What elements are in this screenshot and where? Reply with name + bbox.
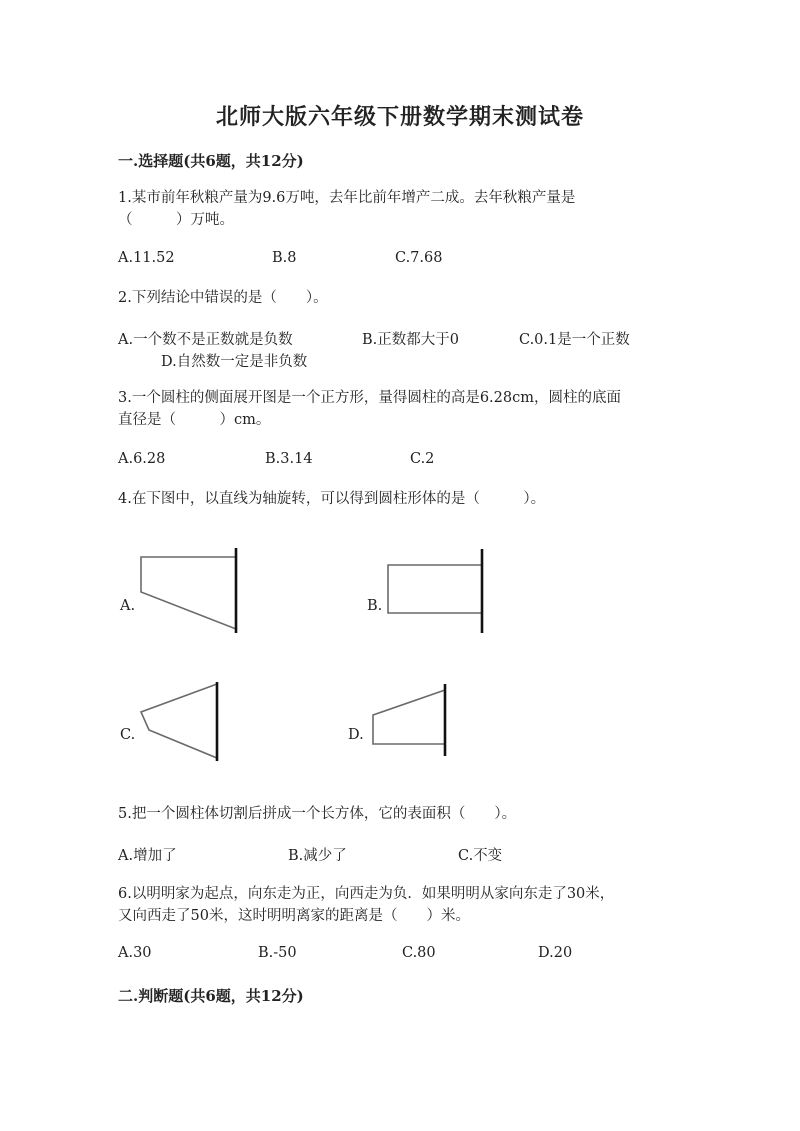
q2-option-a: A.一个数不是正数就是负数 (118, 332, 293, 348)
page-title: 北师大版六年级下册数学期末测试卷 (215, 104, 584, 130)
q4-figure-d (365, 680, 455, 760)
q2-option-c: C.0.1是一个正数 (519, 332, 630, 348)
q3-option-b: B.3.14 (265, 451, 313, 467)
question-6-line-1: 6.以明明家为起点，向东走为正，向西走为负．如果明明从家向东走了30米， (118, 886, 615, 902)
section-heading-choice: 一.选择题(共6题，共12分) (118, 152, 304, 170)
q2-option-b: B.正数都大于0 (362, 332, 459, 348)
q6-option-c: C.80 (402, 945, 436, 961)
q6-option-b: B.-50 (258, 945, 297, 961)
q1-option-b: B.8 (272, 250, 297, 266)
question-3-line-1: 3.一个圆柱的侧面展开图是一个正方形，量得圆柱的高是6.28cm，圆柱的底面 (118, 390, 621, 406)
q2-option-d: D.自然数一定是非负数 (161, 354, 308, 370)
q4-option-a-label: A. (120, 598, 136, 614)
question-6-line-2: 又向西走了50米，这时明明离家的距离是（ ）米。 (118, 908, 470, 924)
q4-option-b-label: B. (367, 598, 383, 614)
q5-option-a: A.增加了 (118, 848, 177, 864)
q4-option-d-label: D. (348, 727, 364, 743)
q6-option-d: D.20 (538, 945, 573, 961)
q4-figure-c (135, 680, 225, 765)
q4-option-c-label: C. (120, 727, 136, 743)
q5-option-c: C.不变 (458, 848, 503, 864)
question-2-line-1: 2.下列结论中错误的是（ ）。 (118, 290, 328, 306)
question-4-line-1: 4.在下图中，以直线为轴旋转，可以得到圆柱形体的是（ ）。 (118, 491, 546, 507)
question-3-line-2: 直径是（ ）cm。 (118, 412, 271, 428)
question-1-line-2: （ ）万吨。 (118, 212, 234, 228)
q3-option-c: C.2 (410, 451, 435, 467)
q3-option-a: A.6.28 (118, 451, 166, 467)
q5-option-b: B.减少了 (288, 848, 347, 864)
section-heading-judge: 二.判断题(共6题，共12分) (118, 987, 304, 1005)
q4-figure-a (135, 545, 245, 635)
q4-figure-b (380, 545, 490, 635)
question-1-line-1: 1.某市前年秋粮产量为9.6万吨，去年比前年增产二成。去年秋粮产量是 (118, 190, 576, 206)
q1-option-a: A.11.52 (118, 250, 175, 266)
q1-option-c: C.7.68 (395, 250, 443, 266)
question-5-line-1: 5.把一个圆柱体切割后拼成一个长方体，它的表面积（ ）。 (118, 806, 517, 822)
q6-option-a: A.30 (118, 945, 152, 961)
